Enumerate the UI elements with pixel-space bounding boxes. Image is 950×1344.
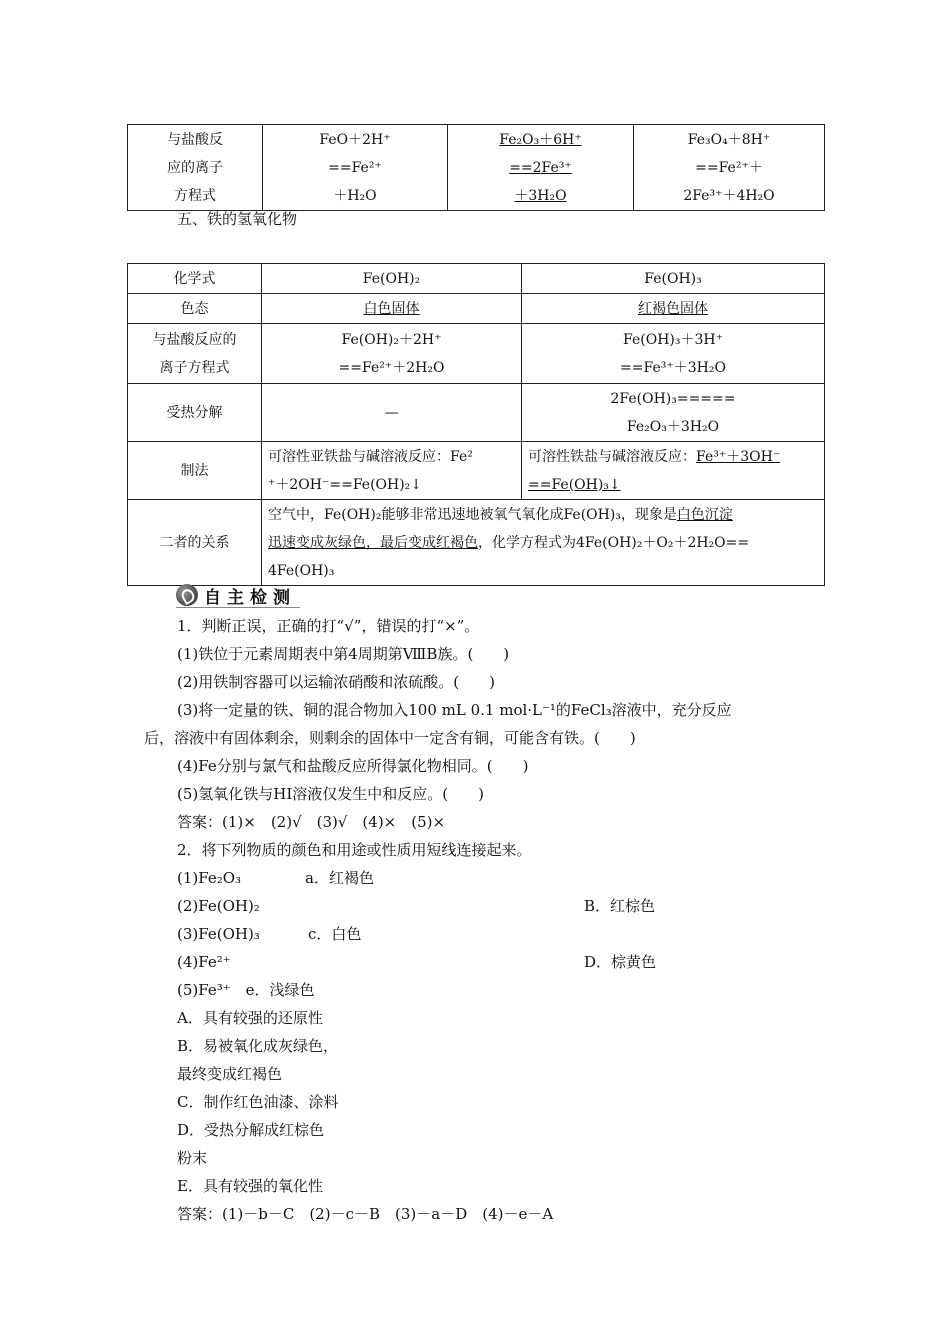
- section-title: 五、铁的氢氧化物: [177, 210, 298, 228]
- q1-item: (3)将一定量的铁、铜的混合物加入100 mL 0.1 mol·L⁻¹的FeCl₃溶液中，充分反应: [177, 701, 732, 719]
- q1-item: (4)Fe分别与氯气和盐酸反应所得氯化物相同。( ): [177, 757, 529, 775]
- q2-use: D．受热分解成红棕色: [177, 1121, 325, 1139]
- fe2o3-equation: Fe₂O₃＋6H⁺ ==2Fe³⁺ ＋3H₂O: [448, 125, 634, 211]
- q2-item: (3)Fe(OH)₃: [177, 925, 260, 943]
- row-label: 制法: [128, 442, 262, 500]
- hydroxides-table: [127, 263, 825, 586]
- row-label: 与盐酸反应的 离子方程式: [128, 324, 262, 384]
- q2-use: E．具有较强的氧化性: [177, 1177, 323, 1195]
- oxides-row-label: 与盐酸反 应的离子 方程式: [128, 125, 263, 211]
- q1-item: (5)氢氧化铁与HI溶液仅发生中和反应。( ): [177, 785, 484, 803]
- fe3o4-equation: Fe₃O₄＋8H⁺ ==Fe²⁺＋ 2Fe³⁺＋4H₂O: [634, 125, 825, 211]
- q2-use: A．具有较强的还原性: [177, 1009, 323, 1027]
- pen-circle-icon: [176, 584, 198, 606]
- q2-use: 粉末: [177, 1149, 208, 1167]
- formula-feoh2: Fe(OH)₂: [262, 264, 522, 294]
- q2-use: C．制作红色油漆、涂料: [177, 1093, 339, 1111]
- oxides-table: [127, 124, 825, 211]
- q1-answer: 答案：(1)× (2)√ (3)√ (4)× (5)×: [177, 813, 446, 831]
- q2-use: 最终变成红褐色: [177, 1065, 283, 1083]
- row-label: 二者的关系: [128, 500, 262, 586]
- feo-equation: FeO＋2H⁺ ==Fe²⁺ ＋H₂O: [263, 125, 448, 211]
- color-feoh2: 白色固体: [262, 294, 522, 324]
- q2-item: (5)Fe³⁺ e．浅绿色: [177, 981, 315, 999]
- prep-feoh3: 可溶性铁盐与碱溶液反应：Fe³⁺＋3OH⁻ ==Fe(OH)₃↓: [522, 442, 825, 500]
- q2-item: (4)Fe²⁺: [177, 953, 231, 971]
- q2-color: D．棕黄色: [584, 953, 657, 971]
- formula-feoh3: Fe(OH)₃: [522, 264, 825, 294]
- row-label: 受热分解: [128, 384, 262, 442]
- q2-answer: 答案：(1)－b－C (2)－c－B (3)－a－D (4)－e－A: [177, 1205, 554, 1223]
- color-feoh3: 红褐色固体: [522, 294, 825, 324]
- q1-item: 后，溶液中有固体剩余，则剩余的固体中一定含有铜，可能含有铁。( ): [144, 729, 636, 747]
- q2-stem: 2．将下列物质的颜色和用途或性质用短线连接起来。: [177, 841, 532, 859]
- q2-color: c．白色: [308, 925, 362, 943]
- q2-use: B．易被氧化成灰绿色，: [177, 1037, 339, 1055]
- q1-stem: 1．判断正误，正确的打“√”，错误的打“×”。: [177, 617, 480, 635]
- self-check-label: 自主检测: [204, 587, 296, 608]
- prep-feoh2: 可溶性亚铁盐与碱溶液反应：Fe² ⁺＋2OH⁻==Fe(OH)₂↓: [262, 442, 522, 500]
- hcl-feoh2: Fe(OH)₂＋2H⁺ ==Fe²⁺＋2H₂O: [262, 324, 522, 384]
- q2-item: (1)Fe₂O₃: [177, 869, 242, 887]
- hcl-feoh3: Fe(OH)₃＋3H⁺ ==Fe³⁺＋3H₂O: [522, 324, 825, 384]
- q2-color: a．红褐色: [305, 869, 374, 887]
- self-check-heading: [176, 583, 300, 608]
- decomp-feoh3: 2Fe(OH)₃===== Fe₂O₃＋3H₂O: [522, 384, 825, 442]
- q2-item: (2)Fe(OH)₂: [177, 897, 260, 915]
- row-label: 化学式: [128, 264, 262, 294]
- q1-item: (2)用铁制容器可以运输浓硝酸和浓硫酸。( ): [177, 673, 495, 691]
- row-label: 色态: [128, 294, 262, 324]
- q1-item: (1)铁位于元素周期表中第4周期第ⅧB族。( ): [177, 645, 510, 663]
- decomp-feoh2: —: [262, 384, 522, 442]
- q2-color: B．红棕色: [584, 897, 656, 915]
- relation-text: 空气中，Fe(OH)₂能够非常迅速地被氧气氧化成Fe(OH)₃，现象是白色沉淀 迅速变成灰绿色，最后变成红褐色，化学方程式为4Fe(OH)₂＋O₂＋2H₂O== 4Fe(OH)₃: [262, 500, 825, 586]
